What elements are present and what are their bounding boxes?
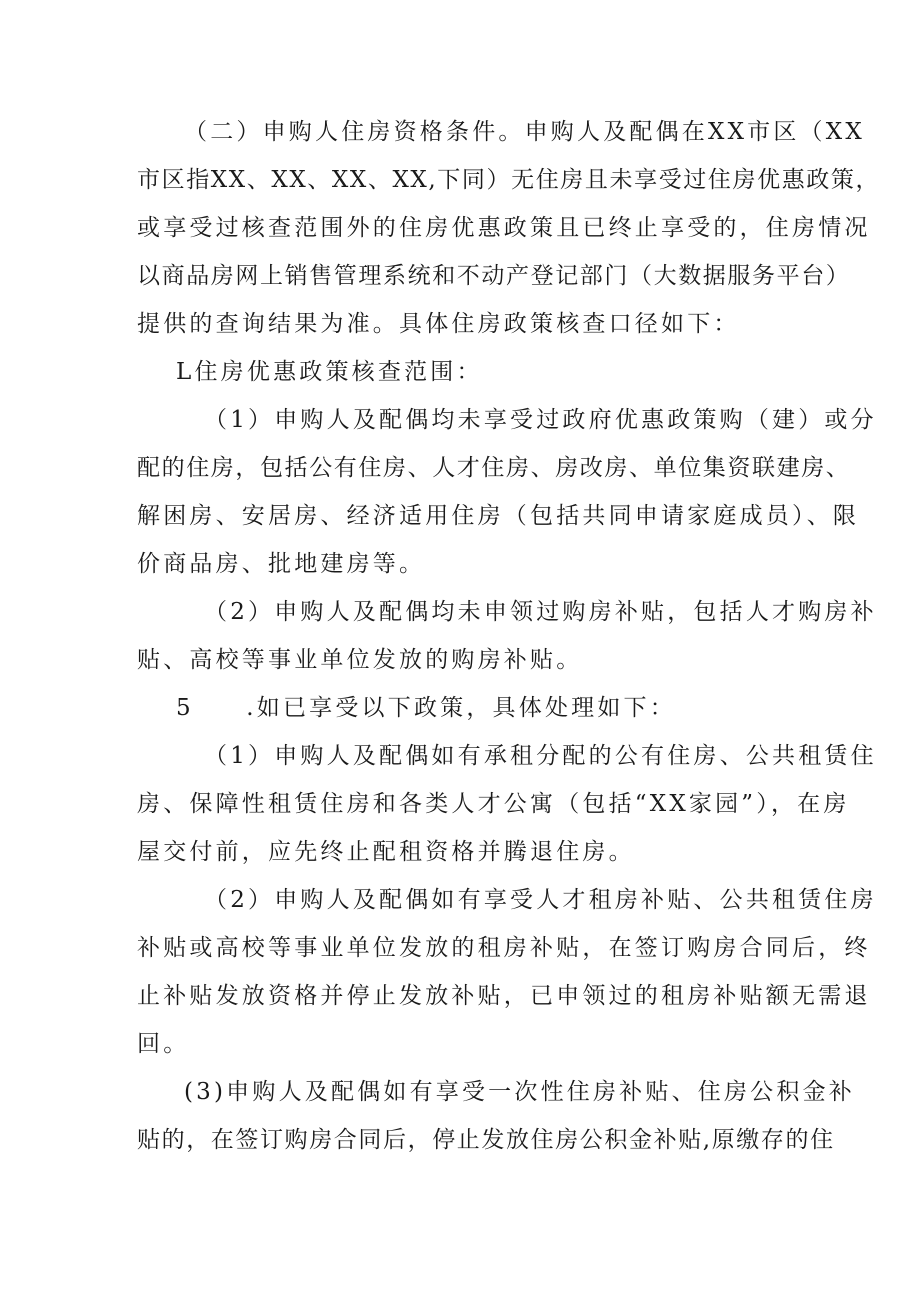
paragraph-line: （二）申购人住房资格条件。申购人及配偶在XX市区（XX: [184, 119, 865, 145]
paragraph-line: （1）申购人及配偶如有承租分配的公有住房、公共租赁住: [204, 743, 877, 769]
paragraph-line: 回。: [137, 1031, 190, 1057]
section-heading: 5 .如已享受以下政策，具体处理如下：: [176, 695, 676, 721]
paragraph-line: 止补贴发放资格并停止发放补贴，已申领过的租房补贴额无需退: [137, 983, 871, 1009]
paragraph-line: （2）申购人及配偶如有享受人才租房补贴、公共租赁住房: [204, 887, 877, 913]
paragraph-line: 房、保障性租赁住房和各类人才公寓（包括“XX家园”），在房: [137, 791, 850, 817]
paragraph-line: 配的住房，包括公有住房、人才住房、房改房、单位集资联建房、: [137, 455, 851, 481]
section-heading: L住房优惠政策核查范围：: [176, 359, 483, 385]
paragraph-line: 补贴或高校等事业单位发放的租房补贴，在签订购房合同后，终: [137, 935, 871, 961]
paragraph-line: 市区指XX、XX、XX、XX,下同）无住房且未享受过住房优惠政策，: [137, 167, 881, 193]
paragraph-line: 以商品房网上销售管理系统和不动产登记部门（大数据服务平台）: [137, 263, 851, 289]
paragraph-line: 提供的查询结果为准。具体住房政策核查口径如下：: [137, 311, 740, 337]
paragraph-line: 解困房、安居房、经济适用住房（包括共同申请家庭成员）、限: [137, 503, 860, 529]
paragraph-line: 贴、高校等事业单位发放的购房补贴。: [137, 647, 583, 673]
paragraph-line: （2）申购人及配偶均未申领过购房补贴，包括人才购房补: [204, 599, 877, 625]
paragraph-line: （1）申购人及配偶均未享受过政府优惠政策购（建）或分: [204, 407, 877, 433]
paragraph-line: 屋交付前，应先终止配租资格并腾退住房。: [137, 839, 635, 865]
paragraph-line: 或享受过核查范围外的住房优惠政策且已终止享受的，住房情况: [137, 215, 871, 241]
paragraph-line: 价商品房、批地建房等。: [137, 551, 426, 577]
paragraph-line: (3)申购人及配偶如有享受一次性住房补贴、住房公积金补: [184, 1079, 855, 1105]
paragraph-line: 贴的，在签订购房合同后，停止发放住房公积金补贴,原缴存的住: [137, 1127, 835, 1153]
